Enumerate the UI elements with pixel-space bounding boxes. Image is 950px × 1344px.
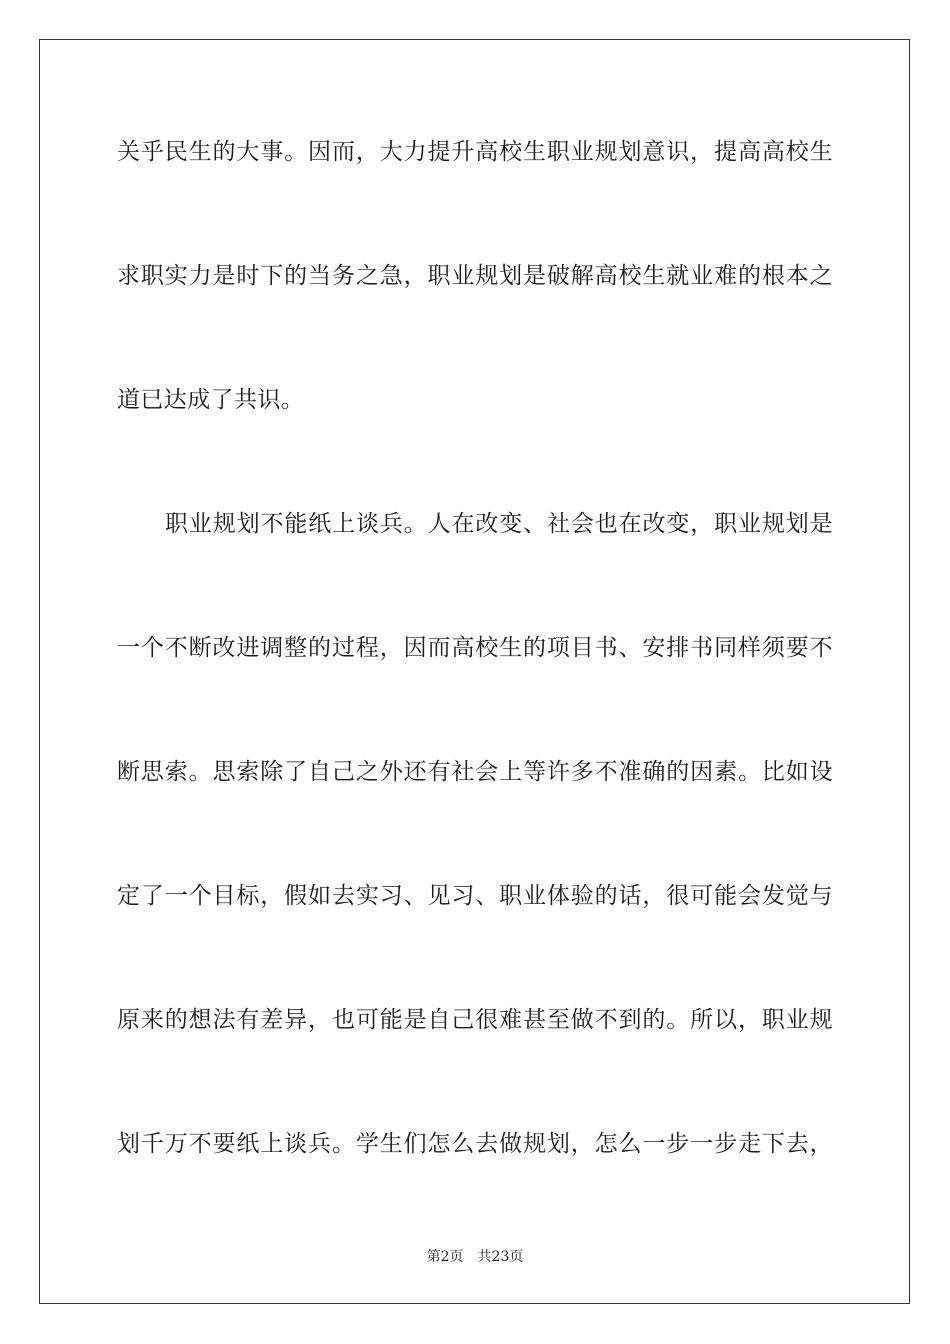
text-line-4-paragraph-start: 职业规划不能纸上谈兵。人在改变、社会也在改变，职业规划是 <box>165 511 833 537</box>
text-line-8: 原来的想法有差异，也可能是自己很难甚至做不到的。所以，职业规 <box>117 1007 833 1033</box>
page-footer <box>0 1248 950 1266</box>
page-border <box>39 39 910 1304</box>
page-number: 第2页 <box>426 1249 464 1265</box>
text-line-9: 划千万不要纸上谈兵。学生们怎么去做规划，怎么一步一步走下去， <box>117 1131 833 1157</box>
text-line-3: 道已达成了共识。 <box>117 387 305 413</box>
text-line-6: 断思索。思索除了自己之外还有社会上等许多不准确的因素。比如设 <box>117 759 833 785</box>
text-line-7: 定了一个目标，假如去实习、见习、职业体验的话，很可能会发觉与 <box>117 883 833 909</box>
page-total: 共23页 <box>477 1249 524 1265</box>
text-line-1: 关乎民生的大事。因而，大力提升高校生职业规划意识，提高高校生 <box>117 139 833 165</box>
text-line-5: 一个不断改进调整的过程，因而高校生的项目书、安排书同样须要不 <box>117 635 833 661</box>
text-line-2: 求职实力是时下的当务之急，职业规划是破解高校生就业难的根本之 <box>117 263 833 289</box>
